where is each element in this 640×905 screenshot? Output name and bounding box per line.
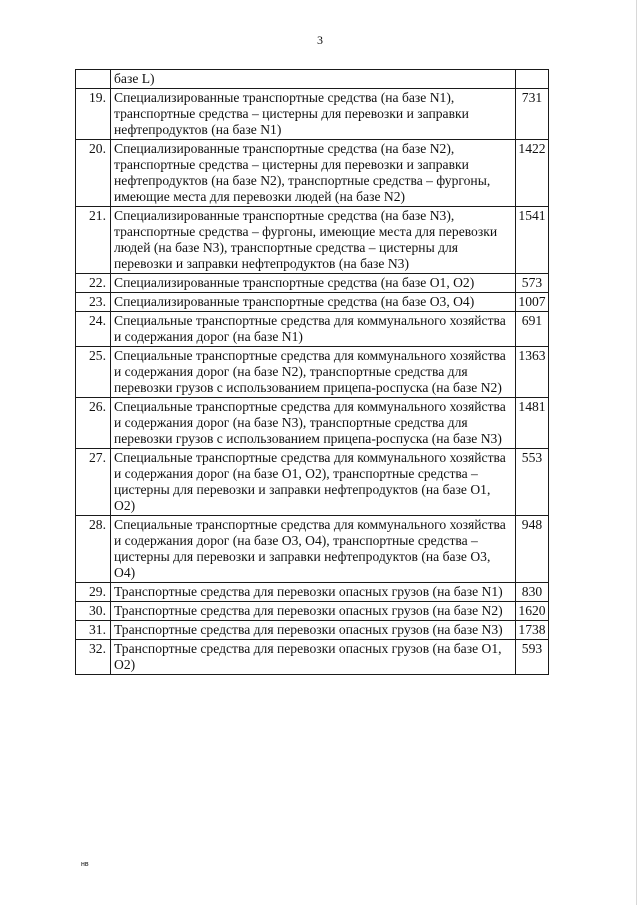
table-row <box>76 70 549 89</box>
row-description: Специальные транспортные средства для коммунального хозяйства и содержания дорог (на базе N2), транспортные средства для перевозки грузов с использованием прицепа-роспуска (на базе N2) <box>111 347 516 398</box>
row-value: 731 <box>516 89 549 140</box>
row-description: Специальные транспортные средства для коммунального хозяйства и содержания дорог (на базе N3), транспортные средства для перевозки грузов с использованием прицепа-роспуска (на базе N3) <box>111 398 516 449</box>
row-description: Транспортные средства для перевозки опасных грузов (на базе N2) <box>111 602 516 621</box>
row-value: 948 <box>516 516 549 583</box>
table-body <box>76 70 549 675</box>
table-row <box>76 274 549 293</box>
table-row <box>76 89 549 140</box>
row-description: Специальные транспортные средства для коммунального хозяйства и содержания дорог (на базе O3, O4), транспортные средства – цистерны для перевозки и заправки нефтепродуктов (на базе O3, O4) <box>111 516 516 583</box>
row-value: 830 <box>516 583 549 602</box>
table-row <box>76 398 549 449</box>
row-description: Транспортные средства для перевозки опасных грузов (на базе N3) <box>111 621 516 640</box>
table-row <box>76 621 549 640</box>
row-number: 22. <box>76 274 111 293</box>
row-value <box>516 70 549 89</box>
table-row <box>76 207 549 274</box>
table-row <box>76 293 549 312</box>
row-value: 1481 <box>516 398 549 449</box>
row-description: Специализированные транспортные средства (на базе O3, O4) <box>111 293 516 312</box>
row-number: 20. <box>76 140 111 207</box>
row-description: Транспортные средства для перевозки опасных грузов (на базе N1) <box>111 583 516 602</box>
row-value: 553 <box>516 449 549 516</box>
row-number: 31. <box>76 621 111 640</box>
row-value: 593 <box>516 640 549 675</box>
row-number <box>76 70 111 89</box>
row-value: 573 <box>516 274 549 293</box>
row-number: 28. <box>76 516 111 583</box>
row-number: 32. <box>76 640 111 675</box>
row-value: 1363 <box>516 347 549 398</box>
row-number: 21. <box>76 207 111 274</box>
table-row <box>76 449 549 516</box>
row-description: Специальные транспортные средства для коммунального хозяйства и содержания дорог (на базе O1, O2), транспортные средства – цистерны для перевозки и заправки нефтепродуктов (на базе O1, O2) <box>111 449 516 516</box>
row-value: 1007 <box>516 293 549 312</box>
table-row <box>76 583 549 602</box>
row-number: 24. <box>76 312 111 347</box>
row-value: 1422 <box>516 140 549 207</box>
row-number: 27. <box>76 449 111 516</box>
row-value: 1620 <box>516 602 549 621</box>
row-description: базе L) <box>111 70 516 89</box>
table-row <box>76 312 549 347</box>
row-description: Транспортные средства для перевозки опасных грузов (на базе O1, O2) <box>111 640 516 675</box>
row-description: Специализированные транспортные средства (на базе N2), транспортные средства – цистерны для перевозки и заправки нефтепродуктов (на базе N2), транспортные средства – фургоны, имеющие места для перевозки людей (на базе N2) <box>111 140 516 207</box>
scan-edge-line <box>636 0 637 905</box>
row-number: 25. <box>76 347 111 398</box>
table-row <box>76 347 549 398</box>
vehicle-types-table <box>75 69 549 675</box>
row-number: 19. <box>76 89 111 140</box>
row-value: 1541 <box>516 207 549 274</box>
row-value: 691 <box>516 312 549 347</box>
table-row <box>76 602 549 621</box>
row-number: 23. <box>76 293 111 312</box>
table-row <box>76 140 549 207</box>
row-description: Специализированные транспортные средства (на базе N3), транспортные средства – фургоны, имеющие места для перевозки людей (на базе N3), транспортные средства – цистерны для перевозки и заправки нефтепродуктов (на базе N3) <box>111 207 516 274</box>
row-number: 30. <box>76 602 111 621</box>
page-number: 3 <box>317 33 323 47</box>
row-number: 29. <box>76 583 111 602</box>
table-row <box>76 516 549 583</box>
footer-mark: нв <box>81 861 89 868</box>
row-description: Специализированные транспортные средства (на базе N1), транспортные средства – цистерны для перевозки и заправки нефтепродуктов (на базе N1) <box>111 89 516 140</box>
row-number: 26. <box>76 398 111 449</box>
row-value: 1738 <box>516 621 549 640</box>
row-description: Специальные транспортные средства для коммунального хозяйства и содержания дорог (на базе N1) <box>111 312 516 347</box>
table-row <box>76 640 549 675</box>
row-description: Специализированные транспортные средства (на базе O1, O2) <box>111 274 516 293</box>
